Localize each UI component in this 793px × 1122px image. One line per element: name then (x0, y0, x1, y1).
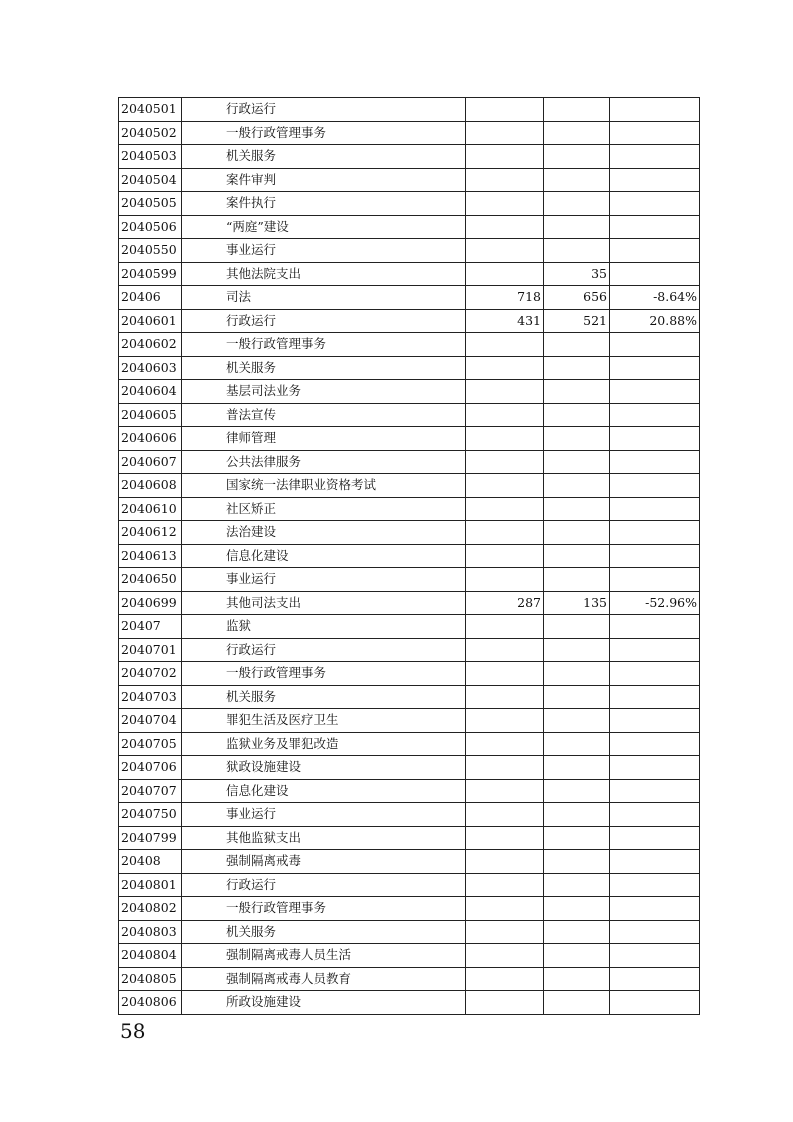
cell-value-1 (466, 803, 544, 827)
cell-code: 2040503 (119, 145, 182, 169)
cell-code: 2040613 (119, 544, 182, 568)
cell-code: 2040804 (119, 944, 182, 968)
cell-value-1 (466, 121, 544, 145)
cell-change (610, 98, 700, 122)
cell-value-2 (544, 403, 610, 427)
cell-name: 强制隔离戒毒人员生活 (182, 944, 466, 968)
cell-value-2 (544, 121, 610, 145)
cell-change (610, 897, 700, 921)
cell-name: 监狱业务及罪犯改造 (182, 732, 466, 756)
cell-value-2 (544, 803, 610, 827)
cell-change (610, 521, 700, 545)
cell-name: 行政运行 (182, 98, 466, 122)
cell-value-1 (466, 779, 544, 803)
table-row (119, 286, 700, 310)
cell-code: 2040505 (119, 192, 182, 216)
cell-value-2 (544, 474, 610, 498)
cell-name: 法治建设 (182, 521, 466, 545)
cell-code: 2040799 (119, 826, 182, 850)
cell-name: 一般行政管理事务 (182, 121, 466, 145)
cell-value-2 (544, 873, 610, 897)
cell-change (610, 262, 700, 286)
cell-value-2: 656 (544, 286, 610, 310)
table-row (119, 427, 700, 451)
cell-value-2 (544, 521, 610, 545)
table-row (119, 662, 700, 686)
table-row (119, 803, 700, 827)
cell-code: 2040606 (119, 427, 182, 451)
cell-code: 2040803 (119, 920, 182, 944)
cell-value-1 (466, 732, 544, 756)
cell-value-2 (544, 991, 610, 1015)
cell-code: 2040603 (119, 356, 182, 380)
cell-value-2 (544, 450, 610, 474)
cell-name: 行政运行 (182, 638, 466, 662)
cell-name: 事业运行 (182, 803, 466, 827)
cell-value-2 (544, 98, 610, 122)
cell-value-2 (544, 709, 610, 733)
cell-value-2 (544, 192, 610, 216)
cell-change (610, 427, 700, 451)
table-row (119, 615, 700, 639)
cell-code: 2040702 (119, 662, 182, 686)
cell-change (610, 145, 700, 169)
table-row (119, 638, 700, 662)
cell-value-1 (466, 192, 544, 216)
cell-code: 2040705 (119, 732, 182, 756)
cell-code: 2040612 (119, 521, 182, 545)
table-row (119, 356, 700, 380)
cell-change (610, 873, 700, 897)
cell-change (610, 944, 700, 968)
cell-value-2: 521 (544, 309, 610, 333)
cell-value-1 (466, 826, 544, 850)
cell-code: 2040607 (119, 450, 182, 474)
cell-code: 2040701 (119, 638, 182, 662)
table-row (119, 967, 700, 991)
cell-name: 其他法院支出 (182, 262, 466, 286)
cell-value-1 (466, 474, 544, 498)
table-row (119, 309, 700, 333)
cell-code: 2040703 (119, 685, 182, 709)
cell-value-1 (466, 897, 544, 921)
cell-change (610, 215, 700, 239)
cell-change (610, 709, 700, 733)
cell-name: 一般行政管理事务 (182, 897, 466, 921)
cell-value-2 (544, 920, 610, 944)
cell-value-2 (544, 427, 610, 451)
table-row (119, 756, 700, 780)
cell-code: 2040699 (119, 591, 182, 615)
cell-change: 20.88% (610, 309, 700, 333)
cell-change (610, 497, 700, 521)
cell-value-1 (466, 239, 544, 263)
cell-change (610, 333, 700, 357)
cell-change (610, 638, 700, 662)
cell-value-1 (466, 920, 544, 944)
cell-name: 其他监狱支出 (182, 826, 466, 850)
table-row (119, 380, 700, 404)
cell-name: 行政运行 (182, 873, 466, 897)
cell-value-2 (544, 380, 610, 404)
cell-code: 20408 (119, 850, 182, 874)
cell-value-2 (544, 356, 610, 380)
table-row (119, 591, 700, 615)
table-row (119, 732, 700, 756)
cell-value-1 (466, 168, 544, 192)
cell-change (610, 991, 700, 1015)
cell-name: 机关服务 (182, 145, 466, 169)
cell-name: 案件审判 (182, 168, 466, 192)
table-row (119, 991, 700, 1015)
cell-name: 公共法律服务 (182, 450, 466, 474)
table-row (119, 544, 700, 568)
cell-value-1: 431 (466, 309, 544, 333)
cell-value-2 (544, 638, 610, 662)
cell-value-1 (466, 497, 544, 521)
cell-change (610, 356, 700, 380)
cell-code: 2040801 (119, 873, 182, 897)
cell-value-2 (544, 168, 610, 192)
cell-name: 强制隔离戒毒人员教育 (182, 967, 466, 991)
table-row (119, 897, 700, 921)
cell-value-1 (466, 709, 544, 733)
cell-code: 2040805 (119, 967, 182, 991)
cell-code: 2040602 (119, 333, 182, 357)
cell-change (610, 192, 700, 216)
table-row (119, 215, 700, 239)
cell-code: 20406 (119, 286, 182, 310)
table-row (119, 779, 700, 803)
cell-name: 普法宣传 (182, 403, 466, 427)
cell-code: 2040501 (119, 98, 182, 122)
cell-change (610, 568, 700, 592)
cell-value-2 (544, 897, 610, 921)
cell-change (610, 685, 700, 709)
cell-value-2: 35 (544, 262, 610, 286)
table-row (119, 873, 700, 897)
cell-change: -8.64% (610, 286, 700, 310)
cell-value-2 (544, 497, 610, 521)
cell-name: 所政设施建设 (182, 991, 466, 1015)
cell-change (610, 826, 700, 850)
cell-code: 2040806 (119, 991, 182, 1015)
cell-value-2 (544, 145, 610, 169)
cell-value-2 (544, 685, 610, 709)
cell-name: 律师管理 (182, 427, 466, 451)
table-row (119, 121, 700, 145)
cell-change (610, 732, 700, 756)
cell-code: 2040506 (119, 215, 182, 239)
page-number: 58 (120, 1019, 146, 1043)
cell-value-2 (544, 756, 610, 780)
cell-name: 强制隔离戒毒 (182, 850, 466, 874)
cell-name: 其他司法支出 (182, 591, 466, 615)
cell-name: 事业运行 (182, 568, 466, 592)
cell-name: 信息化建设 (182, 544, 466, 568)
cell-name: 机关服务 (182, 356, 466, 380)
cell-change (610, 779, 700, 803)
cell-name: 行政运行 (182, 309, 466, 333)
table-row (119, 403, 700, 427)
cell-value-1 (466, 98, 544, 122)
cell-value-1 (466, 944, 544, 968)
cell-code: 2040610 (119, 497, 182, 521)
cell-change (610, 967, 700, 991)
cell-code: 2040604 (119, 380, 182, 404)
cell-value-2 (544, 779, 610, 803)
cell-change (610, 168, 700, 192)
cell-code: 2040704 (119, 709, 182, 733)
cell-value-1 (466, 427, 544, 451)
table-body (119, 98, 700, 1015)
cell-code: 20407 (119, 615, 182, 639)
cell-name: 司法 (182, 286, 466, 310)
cell-name: 机关服务 (182, 920, 466, 944)
cell-value-2 (544, 826, 610, 850)
table-row (119, 568, 700, 592)
cell-change (610, 662, 700, 686)
cell-change (610, 756, 700, 780)
cell-value-1 (466, 967, 544, 991)
cell-value-1 (466, 145, 544, 169)
cell-value-2 (544, 544, 610, 568)
cell-value-2 (544, 615, 610, 639)
table-row (119, 685, 700, 709)
cell-change (610, 239, 700, 263)
cell-name: 事业运行 (182, 239, 466, 263)
cell-change (610, 380, 700, 404)
cell-name: 基层司法业务 (182, 380, 466, 404)
cell-code: 2040706 (119, 756, 182, 780)
cell-code: 2040550 (119, 239, 182, 263)
cell-code: 2040601 (119, 309, 182, 333)
cell-name: 国家统一法律职业资格考试 (182, 474, 466, 498)
cell-code: 2040599 (119, 262, 182, 286)
cell-value-1 (466, 873, 544, 897)
cell-name: 案件执行 (182, 192, 466, 216)
cell-value-1 (466, 450, 544, 474)
table-row (119, 192, 700, 216)
cell-value-2 (544, 732, 610, 756)
cell-change (610, 544, 700, 568)
table-row (119, 239, 700, 263)
table-row (119, 262, 700, 286)
table-row (119, 98, 700, 122)
cell-value-1 (466, 333, 544, 357)
table-row (119, 944, 700, 968)
cell-change (610, 121, 700, 145)
table-row (119, 920, 700, 944)
cell-value-2 (544, 333, 610, 357)
cell-value-1: 287 (466, 591, 544, 615)
table-row (119, 826, 700, 850)
cell-value-1 (466, 638, 544, 662)
cell-value-1 (466, 850, 544, 874)
cell-code: 2040650 (119, 568, 182, 592)
table-row (119, 709, 700, 733)
cell-value-2 (544, 239, 610, 263)
cell-change (610, 920, 700, 944)
budget-table (118, 97, 700, 1015)
cell-name: 机关服务 (182, 685, 466, 709)
cell-change (610, 615, 700, 639)
cell-value-1 (466, 215, 544, 239)
cell-name: 一般行政管理事务 (182, 662, 466, 686)
cell-value-1: 718 (466, 286, 544, 310)
table-row (119, 850, 700, 874)
cell-value-2 (544, 662, 610, 686)
cell-code: 2040750 (119, 803, 182, 827)
cell-code: 2040707 (119, 779, 182, 803)
cell-code: 2040605 (119, 403, 182, 427)
cell-value-1 (466, 403, 544, 427)
cell-value-2 (544, 568, 610, 592)
cell-value-1 (466, 662, 544, 686)
cell-value-1 (466, 685, 544, 709)
cell-value-1 (466, 568, 544, 592)
cell-value-2 (544, 215, 610, 239)
cell-value-1 (466, 615, 544, 639)
cell-change (610, 403, 700, 427)
cell-change (610, 474, 700, 498)
cell-value-1 (466, 380, 544, 404)
cell-value-1 (466, 991, 544, 1015)
cell-code: 2040608 (119, 474, 182, 498)
cell-name: 罪犯生活及医疗卫生 (182, 709, 466, 733)
cell-name: “两庭”建设 (182, 215, 466, 239)
table-row (119, 145, 700, 169)
cell-value-2 (544, 850, 610, 874)
table-row (119, 168, 700, 192)
table-row (119, 497, 700, 521)
cell-change (610, 450, 700, 474)
cell-name: 狱政设施建设 (182, 756, 466, 780)
cell-change (610, 850, 700, 874)
cell-value-1 (466, 262, 544, 286)
cell-name: 监狱 (182, 615, 466, 639)
table-row (119, 450, 700, 474)
cell-value-2: 135 (544, 591, 610, 615)
cell-change (610, 803, 700, 827)
cell-name: 社区矫正 (182, 497, 466, 521)
cell-value-2 (544, 944, 610, 968)
cell-change: -52.96% (610, 591, 700, 615)
cell-code: 2040502 (119, 121, 182, 145)
table-row (119, 333, 700, 357)
cell-value-1 (466, 521, 544, 545)
table-row (119, 474, 700, 498)
cell-value-1 (466, 356, 544, 380)
cell-code: 2040504 (119, 168, 182, 192)
cell-value-1 (466, 544, 544, 568)
cell-value-2 (544, 967, 610, 991)
cell-name: 一般行政管理事务 (182, 333, 466, 357)
cell-name: 信息化建设 (182, 779, 466, 803)
cell-value-1 (466, 756, 544, 780)
table-row (119, 521, 700, 545)
cell-code: 2040802 (119, 897, 182, 921)
